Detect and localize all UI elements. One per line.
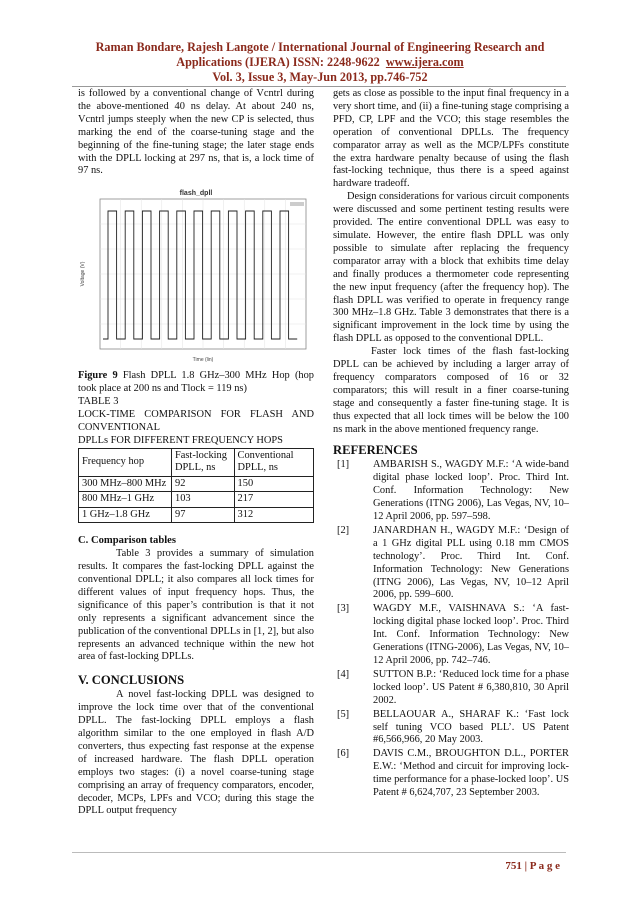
table-title-1: TABLE 3: [78, 396, 119, 408]
conclusions-title: V. CONCLUSIONS: [78, 673, 185, 688]
reference-text: WAGDY M.F., VAISHNAVA S.: ‘A fast-locking digital phase locked loop’. Proc. Third Int. Conf. Information Technology: New Generations (ITNG-2006), Las Vegas, NV, 10–12 April 2006, pp. 742–746.: [373, 603, 569, 666]
reference-text: DAVIS C.M., BROUGHTON D.L., PORTER E.W.: ‘Method and circuit for improving lock-time performance for a phase-locked loop’. US Patent # 6,624,707, 23 September 2003.: [373, 748, 569, 799]
table-title-2: LOCK-TIME COMPARISON FOR FLASH AND CONVENTIONAL: [78, 409, 314, 433]
table-cell: 800 MHz–1 GHz: [79, 492, 172, 508]
table-cell: 1 GHz–1.8 GHz: [79, 507, 172, 523]
header-journal-name: Applications (IJERA): [176, 55, 293, 70]
legend-swatch: [290, 202, 304, 206]
reference-text: JANARDHAN H., WAGDY M.F.: ‘Design of a 1 GHz digital PLL using 0.18 mm CMOS technology’. Proc. Third Int. Conf. Information Technology: New Generations (ITNG 2006), Las Vegas, NV, 10–12 April 2006, pp. 599–600.: [373, 524, 569, 601]
footer-rule: [72, 852, 566, 853]
right-paragraph-3: Faster lock times of the flash fast-locking DPLL can be achieved by including a larger array of frequency comparators composed of 16 or 32 comparators; this will result in a finer coarse-tuning stage and consequently a faster fine-tuning stage. It is thus expected that all lock times will be below the 100 ns mark in the above mentioned frequency range.: [333, 346, 569, 435]
plot-title: flash_dpll: [179, 190, 213, 198]
header-line-1: Raman Bondare, Rajesh Langote / International Journal of Engineering Research and: [95, 40, 545, 54]
journal-header: [40, 40, 600, 86]
references-list: [333, 459, 569, 800]
subsection-text: Table 3 provides a summary of simulation results. It compares the fast-locking DPLL against the conventional DPLL; it also compares all lock times for different values of input frequency hops. Thus, the significance of this paper’s contribution is that it not only represents a significant advancement since the publication of the conventional DPLLs in [1, 2], but also represents an advanced technique within the new hot area of fast-locking DPLLs.: [78, 548, 314, 663]
right-column: [333, 88, 569, 801]
table-cell: 217: [234, 492, 313, 508]
table-title-3: DPLLs FOR DIFFERENT FREQUENCY HOPS: [78, 434, 283, 446]
figure-caption-label: Figure 9: [78, 370, 118, 382]
reference-item: [333, 459, 569, 524]
header-issn: ISSN: 2248-9622: [292, 55, 380, 70]
header-rule: [72, 86, 566, 87]
header-line-2: [40, 55, 600, 70]
waveform-plot: [78, 186, 314, 364]
reference-item: [333, 748, 569, 800]
table-header-cell: Conventional DPLL, ns: [234, 448, 313, 476]
reference-text: SUTTON B.P.: ‘Reduced lock time for a phase locked loop’. US Patent # 6,380,810, 30 April 2002.: [373, 668, 569, 706]
reference-number: [6]: [337, 748, 350, 760]
lock-time-table: [78, 448, 314, 524]
table-row: [79, 476, 314, 492]
plot-x-label: Time (lin): [192, 357, 214, 364]
header-url-link[interactable]: www.ijera.com: [385, 55, 464, 70]
subsection-title: C. Comparison tables: [78, 535, 176, 547]
reference-number: [4]: [337, 668, 350, 680]
figure-caption: [78, 370, 314, 396]
conclusions-text: A novel fast-locking DPLL was designed to improve the lock time over that of the conventional DPLL. The fast-locking DPLL employs a flash algorithm similar to the one employed in flash A/D converters, thus expecting fast response at the expense of increased hardware. The flash DPLL operation employs two stages: (i) a novel coarse-tuning stage comprising an array of frequency comparators, encoder, decoder, MCPs, LPFs and VCO; during this stage the DPLL output frequency: [78, 689, 314, 817]
table-cell: 97: [172, 507, 235, 523]
table-cell: 103: [172, 492, 235, 508]
left-paragraph-1: is followed by a conventional change of Vcntrl during the above-mentioned 40 ns delay. At about 240 ns, Vcntrl jumps steeply when the new CP is selected, thus marking the end of the coarse-tuning stage and the beginning of the fine-tuning stage; the later stage ends with the DPLL locking at 297 ns, that is, a lock time of 97 ns.: [78, 88, 314, 177]
figure-9-waveform: [78, 186, 314, 364]
left-column: [78, 88, 314, 818]
references-title: REFERENCES: [333, 443, 418, 458]
figure-caption-text: Flash DPLL 1.8 GHz–300 MHz Hop (hop took place at 200 ns and Tlock = 119 ns): [78, 370, 314, 395]
right-paragraph-2: Design considerations for various circuit components were discussed and some pertinent testing results were provided. The entire conventional DPLL was easy to simulate. However, the entire flash DPLL was only possible to simulate after replacing the frequency comparator array with a block that exhibits time delay and finally produces a thermometer code representing the new input frequency (after the frequency hop). The flash DPLL was verified to operate in frequency range 300 MHz–1.8 GHz. Table 3 demonstrates that there is a significant improvement in the lock time by using the flash DPLL as opposed to the conventional DPLL.: [333, 191, 569, 345]
reference-item: [333, 669, 569, 708]
reference-number: [3]: [337, 603, 350, 615]
reference-number: [2]: [337, 524, 350, 536]
table-row: [79, 507, 314, 523]
reference-item: [333, 603, 569, 668]
reference-item: [333, 525, 569, 602]
table-header-row: [79, 448, 314, 476]
table-row: [79, 492, 314, 508]
reference-text: AMBARISH S., WAGDY M.F.: ‘A wide-band digital phase locked loop’. Proc. Third Int. Conf. Information Technology: New Generations (ITNG 2006), Las Vegas, NV, 10–12 April 2006, pp. 597–598.: [373, 459, 569, 522]
reference-number: [5]: [337, 708, 350, 720]
page-number: 751 | P a g e: [505, 860, 560, 872]
table-cell: 92: [172, 476, 235, 492]
right-paragraph-1: gets as close as possible to the input final frequency in a very short time, and (ii) a fine-tuning stage comprising a PFD, CP, LPF and the VCO; this stage resembles the operation of conventional DPLLs. The frequency comparator array as well as the MCP/LPFs constitute the extra hardware penalty because of using the flash fast-locking technique, thus there is a speed against hardware tradeoff.: [333, 88, 569, 190]
table-header-cell: Fast-locking DPLL, ns: [172, 448, 235, 476]
reference-number: [1]: [337, 459, 350, 471]
header-line-3: Vol. 3, Issue 3, May-Jun 2013, pp.746-752: [212, 70, 428, 85]
reference-text: BELLAOUAR A., SHARAF K.: ‘Fast lock self tuning VCO based PLL’. US Patent #6,566,966, 20 May 2003.: [373, 708, 569, 746]
table-header-cell: Frequency hop: [79, 448, 172, 476]
table-cell: 312: [234, 507, 313, 523]
table-cell: 300 MHz–800 MHz: [79, 476, 172, 492]
table-cell: 150: [234, 476, 313, 492]
reference-item: [333, 709, 569, 748]
plot-y-label: Voltage (V): [80, 261, 86, 287]
